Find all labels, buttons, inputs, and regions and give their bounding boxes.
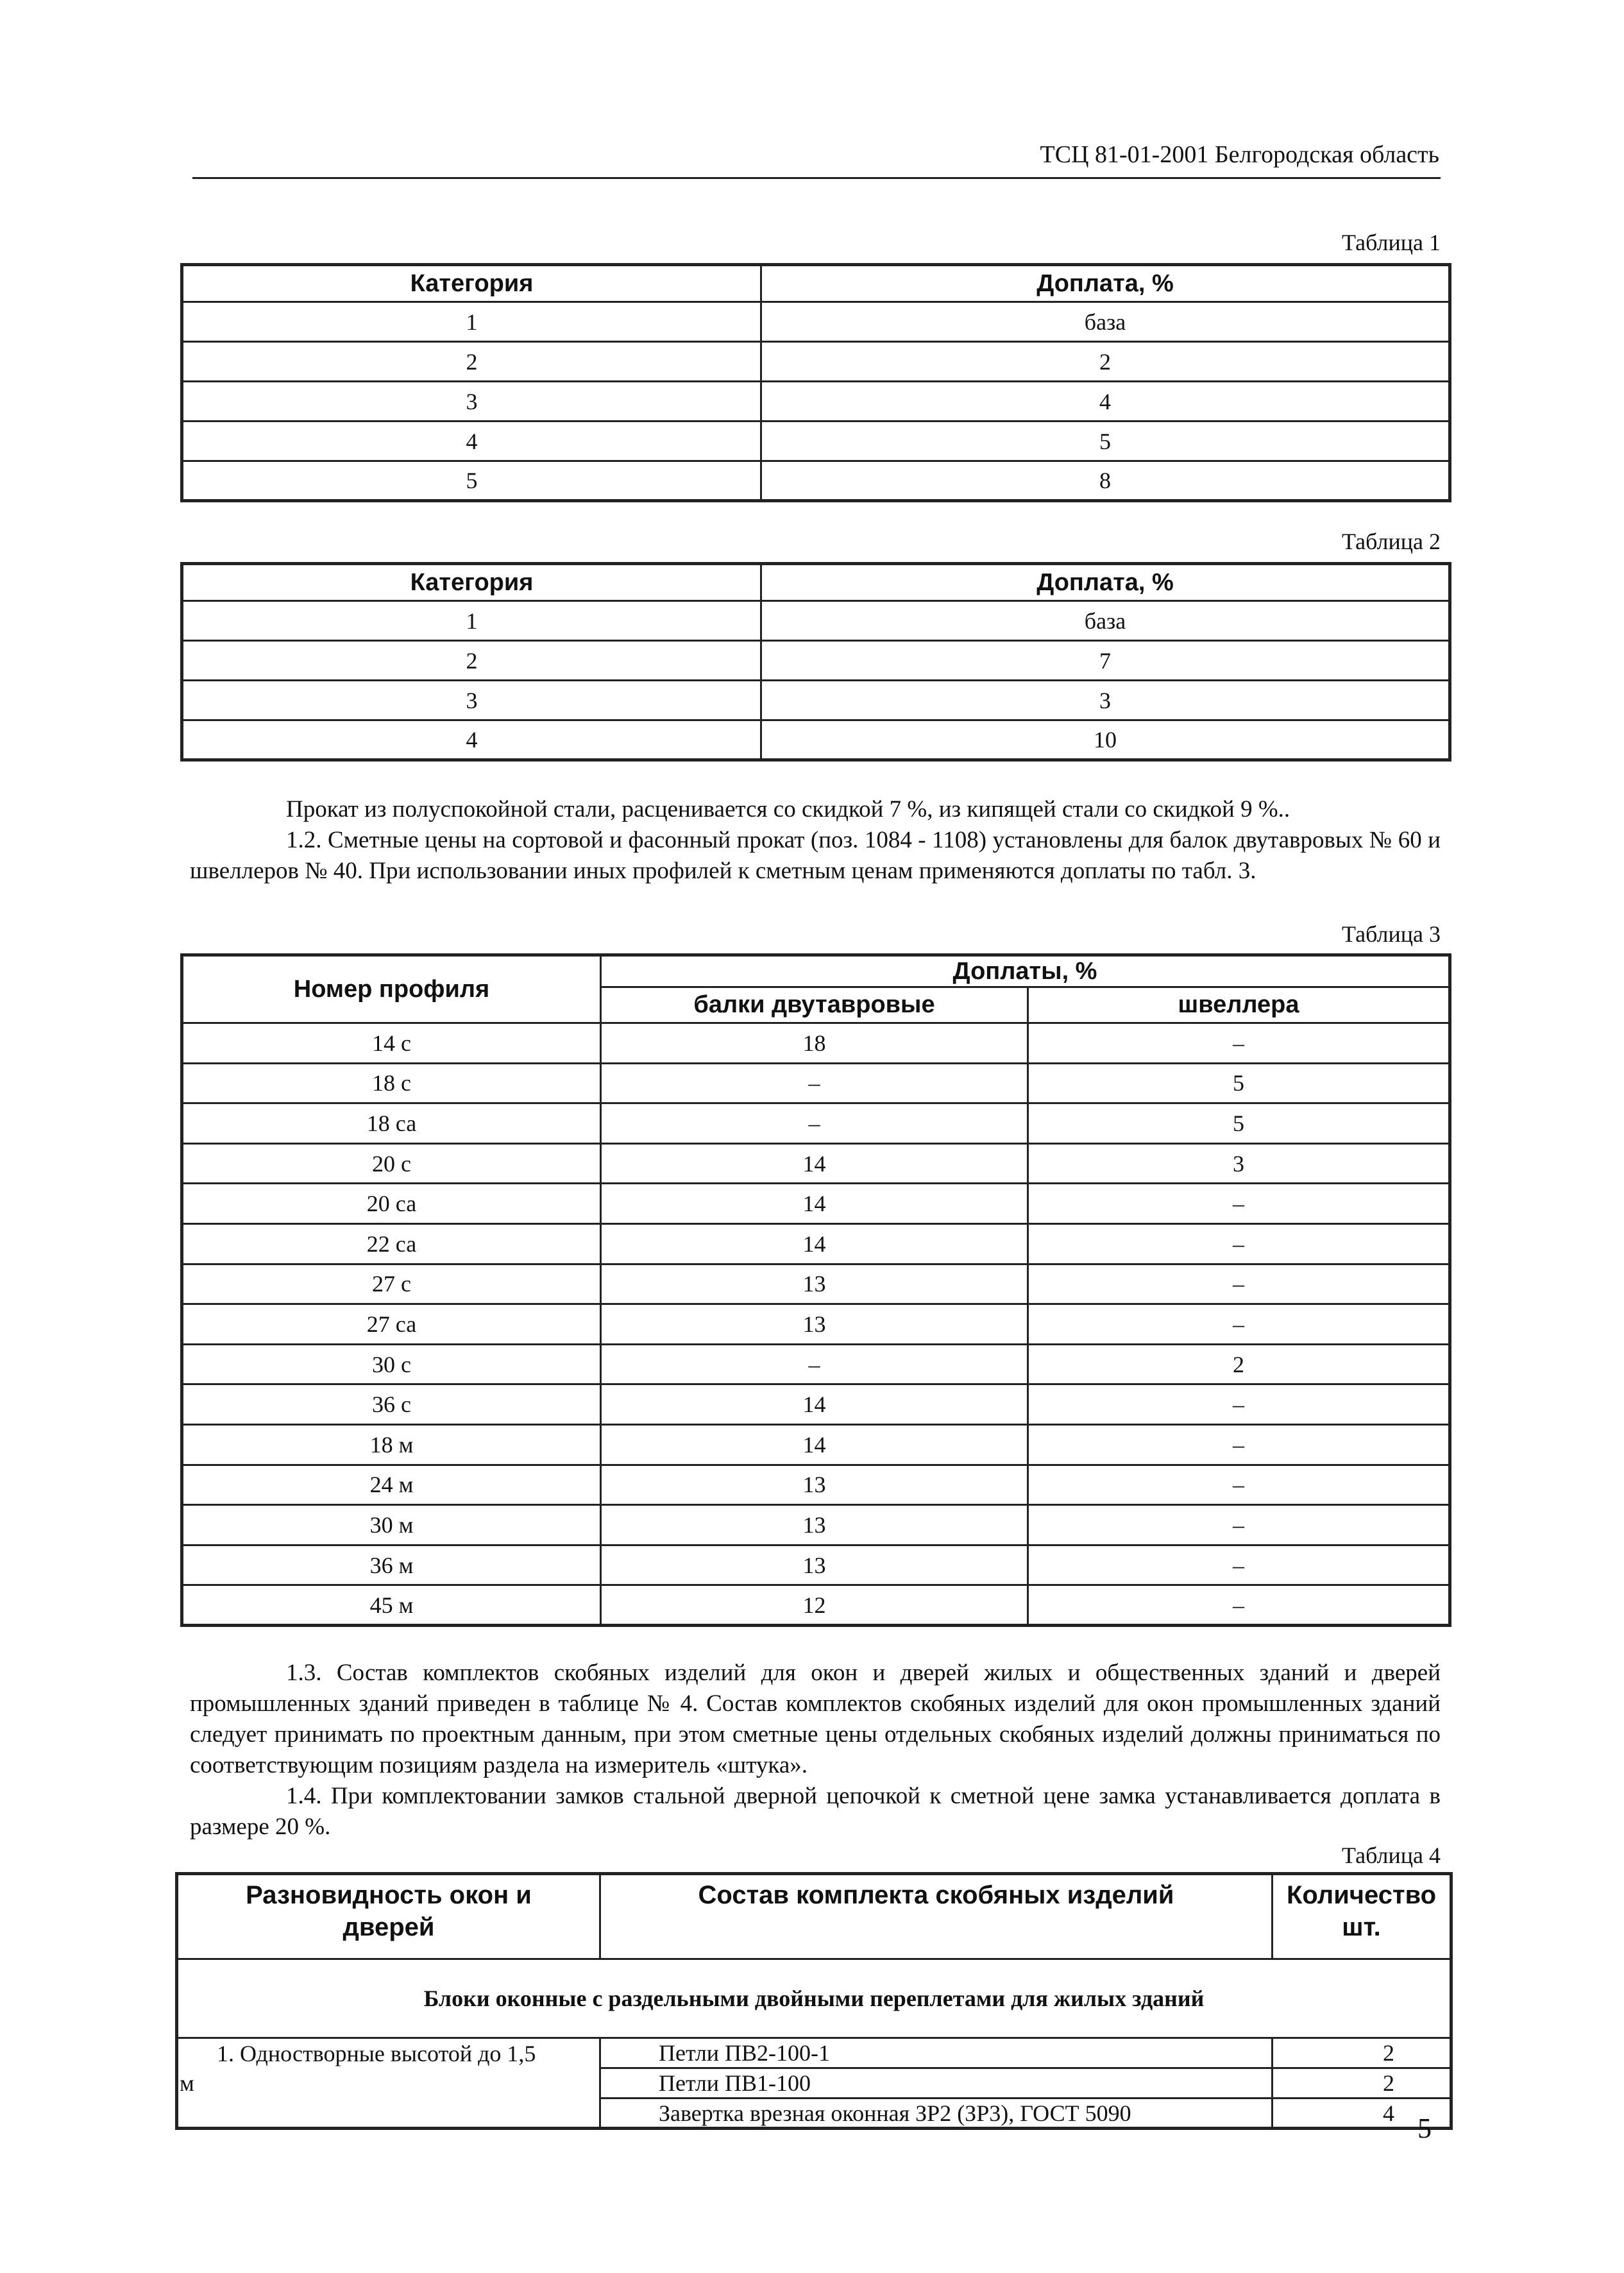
table3-cell: – xyxy=(601,1344,1028,1384)
table-row xyxy=(182,1223,1450,1264)
table-row xyxy=(182,1585,1450,1626)
paragraph-1-4: 1.4. При комплектовании замков стальной дверной цепочкой к сметной цене замка устанавливается доплата в размере 20 %. xyxy=(190,1783,1441,1840)
table-row xyxy=(182,1424,1450,1465)
table3-cell: 5 xyxy=(1028,1063,1450,1103)
table-row xyxy=(182,382,1450,421)
table3-cell: – xyxy=(1028,1023,1450,1064)
table-row xyxy=(182,1063,1450,1103)
table4-item-line1: 1. Одностворные высотой до 1,5 xyxy=(217,2041,536,2066)
table3-cell: – xyxy=(1028,1465,1450,1505)
table1-cell: база xyxy=(761,302,1450,342)
table1-cell: 4 xyxy=(761,382,1450,421)
table1-cell: 2 xyxy=(182,342,761,382)
table-row xyxy=(182,1505,1450,1545)
table3-cell: 3 xyxy=(1028,1143,1450,1184)
table3-cell: 30 с xyxy=(182,1344,601,1384)
table4-kit-cell: Петли ПВ1-100 xyxy=(600,2068,1273,2098)
table3-cell: 36 м xyxy=(182,1545,601,1585)
table3-cell: 27 с xyxy=(182,1264,601,1304)
table1-caption: Таблица 1 xyxy=(1342,230,1441,255)
table4-caption: Таблица 4 xyxy=(1342,1843,1441,1868)
table2 xyxy=(180,562,1451,762)
table3-cell: – xyxy=(1028,1545,1450,1585)
table2-cell: 1 xyxy=(182,601,761,641)
table4-header-kit: Состав комплекта скобяных изделий xyxy=(600,1874,1273,1959)
table3-caption: Таблица 3 xyxy=(1342,921,1441,947)
table3-cell: – xyxy=(1028,1304,1450,1345)
running-header xyxy=(192,139,1441,179)
table2-cell: 7 xyxy=(761,641,1450,681)
table3-cell: 5 xyxy=(1028,1103,1450,1144)
table2-cell: 3 xyxy=(182,681,761,720)
paragraph-1-3: 1.3. Состав комплектов скобяных изделий для окон и дверей жилых и общественных зданий и дверей промышленных зданий приведен в таблице № 4. Состав комплектов скобяных изделий для окон промышленных зданий следует принимать по проектным данным, при этом сметные цены отдельных скобяных изделий должны приниматься по соответствующим позициям раздела на измеритель «штука». xyxy=(190,1660,1441,1778)
table3-header-beams: балки двутавровые xyxy=(601,987,1028,1023)
table1-cell: 1 xyxy=(182,302,761,342)
table3-cell: 36 с xyxy=(182,1384,601,1425)
table-row xyxy=(182,461,1450,501)
table1-cell: 2 xyxy=(761,342,1450,382)
table3-cell: 14 xyxy=(601,1424,1028,1465)
table4-header-type xyxy=(177,1874,600,1959)
table3-cell: 14 xyxy=(601,1143,1028,1184)
table3-cell: 45 м xyxy=(182,1585,601,1626)
table-row xyxy=(182,1264,1450,1304)
table-row xyxy=(182,1023,1450,1064)
table2-header-category: Категория xyxy=(182,564,761,601)
table3-cell: 13 xyxy=(601,1264,1028,1304)
table-row xyxy=(182,1384,1450,1425)
table3-cell: 20 с xyxy=(182,1143,601,1184)
table3-cell: 14 xyxy=(601,1223,1028,1264)
table3-cell: 18 xyxy=(601,1023,1028,1064)
table4-header-quantity-line2: шт. xyxy=(1342,1913,1381,1941)
table2-cell: 10 xyxy=(761,720,1450,760)
table4-qty-cell: 2 xyxy=(1273,2068,1451,2098)
table-row xyxy=(182,1344,1450,1384)
table3-cell: 12 xyxy=(601,1585,1028,1626)
table3-cell: – xyxy=(1028,1384,1450,1425)
table1 xyxy=(180,263,1451,502)
table-row xyxy=(182,342,1450,382)
table3-header-channels: швеллера xyxy=(1028,987,1450,1023)
table3-cell: 14 xyxy=(601,1184,1028,1224)
table3-cell: – xyxy=(1028,1585,1450,1626)
table4-section-title: Блоки оконные с раздельными двойными переплетами для жилых зданий xyxy=(177,1959,1451,2038)
table1-cell: 3 xyxy=(182,382,761,421)
paragraph-rolled-steel: Прокат из полуспокойной стали, расценивается со скидкой 7 %, из кипящей стали со скидкой 9 %.. xyxy=(286,796,1290,822)
table3-header-profile: Номер профиля xyxy=(182,955,601,1023)
table3-cell: 24 м xyxy=(182,1465,601,1505)
table-row xyxy=(182,1103,1450,1144)
header-text: ТСЦ 81-01-2001 Белгородская область xyxy=(1040,141,1439,168)
table-row xyxy=(182,1184,1450,1224)
table1-cell: 5 xyxy=(761,421,1450,461)
table3-cell: – xyxy=(1028,1223,1450,1264)
table4-header-type-line1: Разновидность окон и xyxy=(246,1881,532,1909)
table3-cell: 14 с xyxy=(182,1023,601,1064)
table4-item-cell xyxy=(177,2038,600,2129)
table3-cell: 22 са xyxy=(182,1223,601,1264)
table4-qty-cell: 2 xyxy=(1273,2038,1451,2068)
table4-header-quantity xyxy=(1273,1874,1451,1959)
table3-cell: 27 са xyxy=(182,1304,601,1345)
table4-kit-cell: Завертка врезная оконная ЗР2 (ЗР3), ГОСТ 5090 xyxy=(600,2098,1273,2129)
table-row xyxy=(182,681,1450,720)
table3-cell: 18 с xyxy=(182,1063,601,1103)
table1-cell: 5 xyxy=(182,461,761,501)
table3-cell: 13 xyxy=(601,1304,1028,1345)
table3-cell: – xyxy=(601,1063,1028,1103)
table1-cell: 8 xyxy=(761,461,1450,501)
table4-item-line2: м xyxy=(180,2070,194,2096)
table3-header-surcharges: Доплаты, % xyxy=(601,955,1450,987)
table-row xyxy=(182,720,1450,760)
table3-cell: 13 xyxy=(601,1545,1028,1585)
table-row xyxy=(177,2038,1451,2068)
table3-cell: – xyxy=(1028,1264,1450,1304)
paragraph-block-2 xyxy=(190,1658,1441,1843)
table-row xyxy=(182,1304,1450,1345)
table3-cell: 13 xyxy=(601,1505,1028,1545)
page-number: 5 xyxy=(1417,2113,1432,2144)
table3-cell: – xyxy=(1028,1505,1450,1545)
table-row xyxy=(182,421,1450,461)
table4-header-type-line2: дверей xyxy=(343,1913,435,1941)
table4-qty-cell: 4 xyxy=(1273,2098,1451,2129)
table3-cell: – xyxy=(601,1103,1028,1144)
table3-cell: 13 xyxy=(601,1465,1028,1505)
table-row xyxy=(182,1143,1450,1184)
paragraph-block-1 xyxy=(190,794,1441,887)
table2-cell: база xyxy=(761,601,1450,641)
table3-cell: 20 са xyxy=(182,1184,601,1224)
table3-cell: – xyxy=(1028,1184,1450,1224)
table3-cell: 18 м xyxy=(182,1424,601,1465)
table3-cell: 30 м xyxy=(182,1505,601,1545)
table4 xyxy=(175,1872,1453,2130)
table3 xyxy=(180,953,1451,1627)
paragraph-1-2: 1.2. Сметные цены на сортовой и фасонный прокат (поз. 1084 - 1108) установлены для балок двутавровых № 60 и швеллеров № 40. При использовании иных профилей к сметным ценам применяются доплаты по табл. 3. xyxy=(190,827,1441,884)
table2-cell: 3 xyxy=(761,681,1450,720)
table2-header-surcharge: Доплата, % xyxy=(761,564,1450,601)
table-row xyxy=(182,601,1450,641)
table-row xyxy=(182,1545,1450,1585)
table3-cell: 14 xyxy=(601,1384,1028,1425)
table3-cell: – xyxy=(1028,1424,1450,1465)
table1-cell: 4 xyxy=(182,421,761,461)
table1-header-surcharge: Доплата, % xyxy=(761,265,1450,302)
table-row xyxy=(182,641,1450,681)
table1-header-category: Категория xyxy=(182,265,761,302)
table2-caption: Таблица 2 xyxy=(1342,529,1441,554)
table-row xyxy=(182,302,1450,342)
table2-cell: 4 xyxy=(182,720,761,760)
table4-header-quantity-line1: Количество xyxy=(1286,1881,1437,1909)
table3-cell: 18 са xyxy=(182,1103,601,1144)
table3-cell: 2 xyxy=(1028,1344,1450,1384)
table2-cell: 2 xyxy=(182,641,761,681)
table-row xyxy=(182,1465,1450,1505)
table4-kit-cell: Петли ПВ2-100-1 xyxy=(600,2038,1273,2068)
